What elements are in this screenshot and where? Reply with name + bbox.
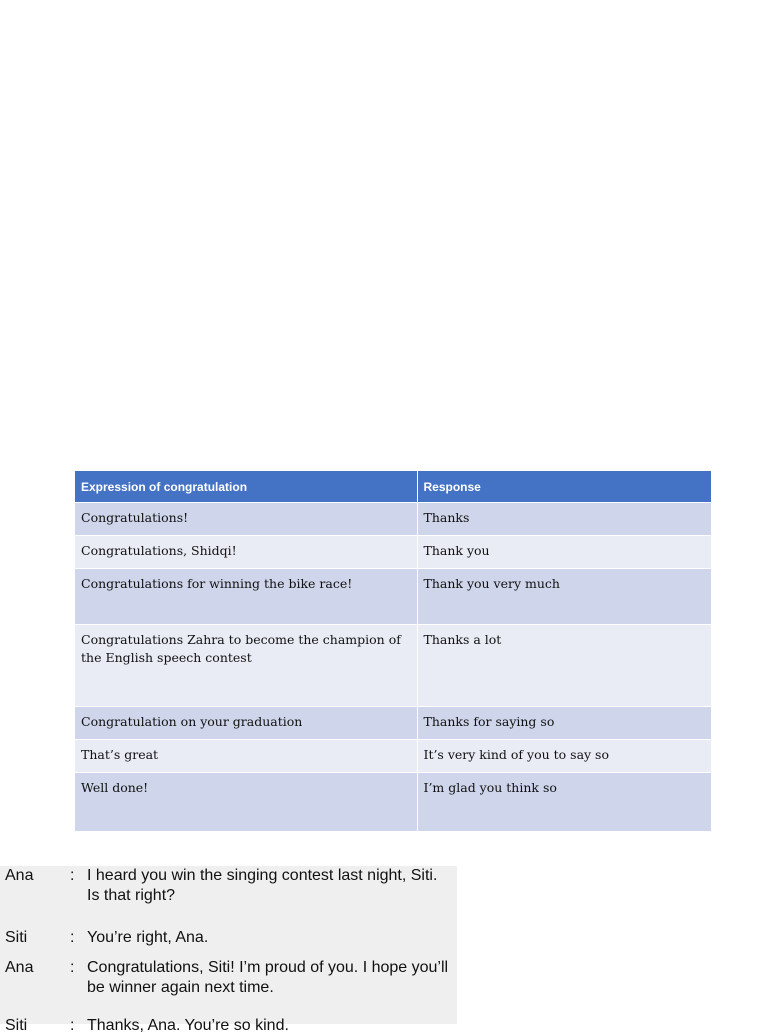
response-cell: I’m glad you think so	[417, 773, 711, 831]
utterance-text: Thanks, Ana. You’re so kind.	[87, 1017, 289, 1034]
speaker-colon: :	[70, 959, 75, 976]
utterance-text: You’re right, Ana.	[87, 929, 209, 946]
dialogue-box	[0, 866, 457, 1034]
speaker-colon: :	[70, 1017, 75, 1034]
response-cell: Thank you	[417, 536, 711, 569]
table-row	[75, 503, 711, 536]
header-response: Response	[417, 471, 711, 503]
speaker-name: Siti	[5, 929, 28, 946]
expression-cell: Congratulations Zahra to become the champion of the English speech contest	[75, 625, 417, 707]
congratulation-table-container	[75, 471, 711, 831]
response-cell: Thank you very much	[417, 569, 711, 625]
speaker-colon: :	[70, 867, 75, 884]
expression-cell: That’s great	[75, 740, 417, 773]
expression-cell: Congratulations!	[75, 503, 417, 536]
expression-cell: Well done!	[75, 773, 417, 831]
congratulation-table	[75, 471, 711, 831]
expression-cell: Congratulations, Shidqi!	[75, 536, 417, 569]
table-header-row	[75, 471, 711, 503]
expression-cell: Congratulation on your graduation	[75, 707, 417, 740]
table-row	[75, 536, 711, 569]
header-expression: Expression of congratulation	[75, 471, 417, 503]
table-row	[75, 625, 711, 707]
speaker-name: Siti	[5, 1017, 28, 1034]
response-cell: Thanks a lot	[417, 625, 711, 707]
table-row	[75, 773, 711, 831]
response-cell: It’s very kind of you to say so	[417, 740, 711, 773]
utterance-text: I heard you win the singing contest last night, Siti. Is that right?	[87, 867, 438, 904]
speaker-name: Ana	[5, 867, 34, 884]
speaker-name: Ana	[5, 959, 34, 976]
table-row	[75, 707, 711, 740]
speaker-colon: :	[70, 929, 75, 946]
utterance-text: Congratulations, Siti! I’m proud of you. I hope you’ll be winner again next time.	[87, 959, 449, 996]
expression-cell: Congratulations for winning the bike race!	[75, 569, 417, 625]
table-row	[75, 740, 711, 773]
response-cell: Thanks for saying so	[417, 707, 711, 740]
table-row	[75, 569, 711, 625]
response-cell: Thanks	[417, 503, 711, 536]
